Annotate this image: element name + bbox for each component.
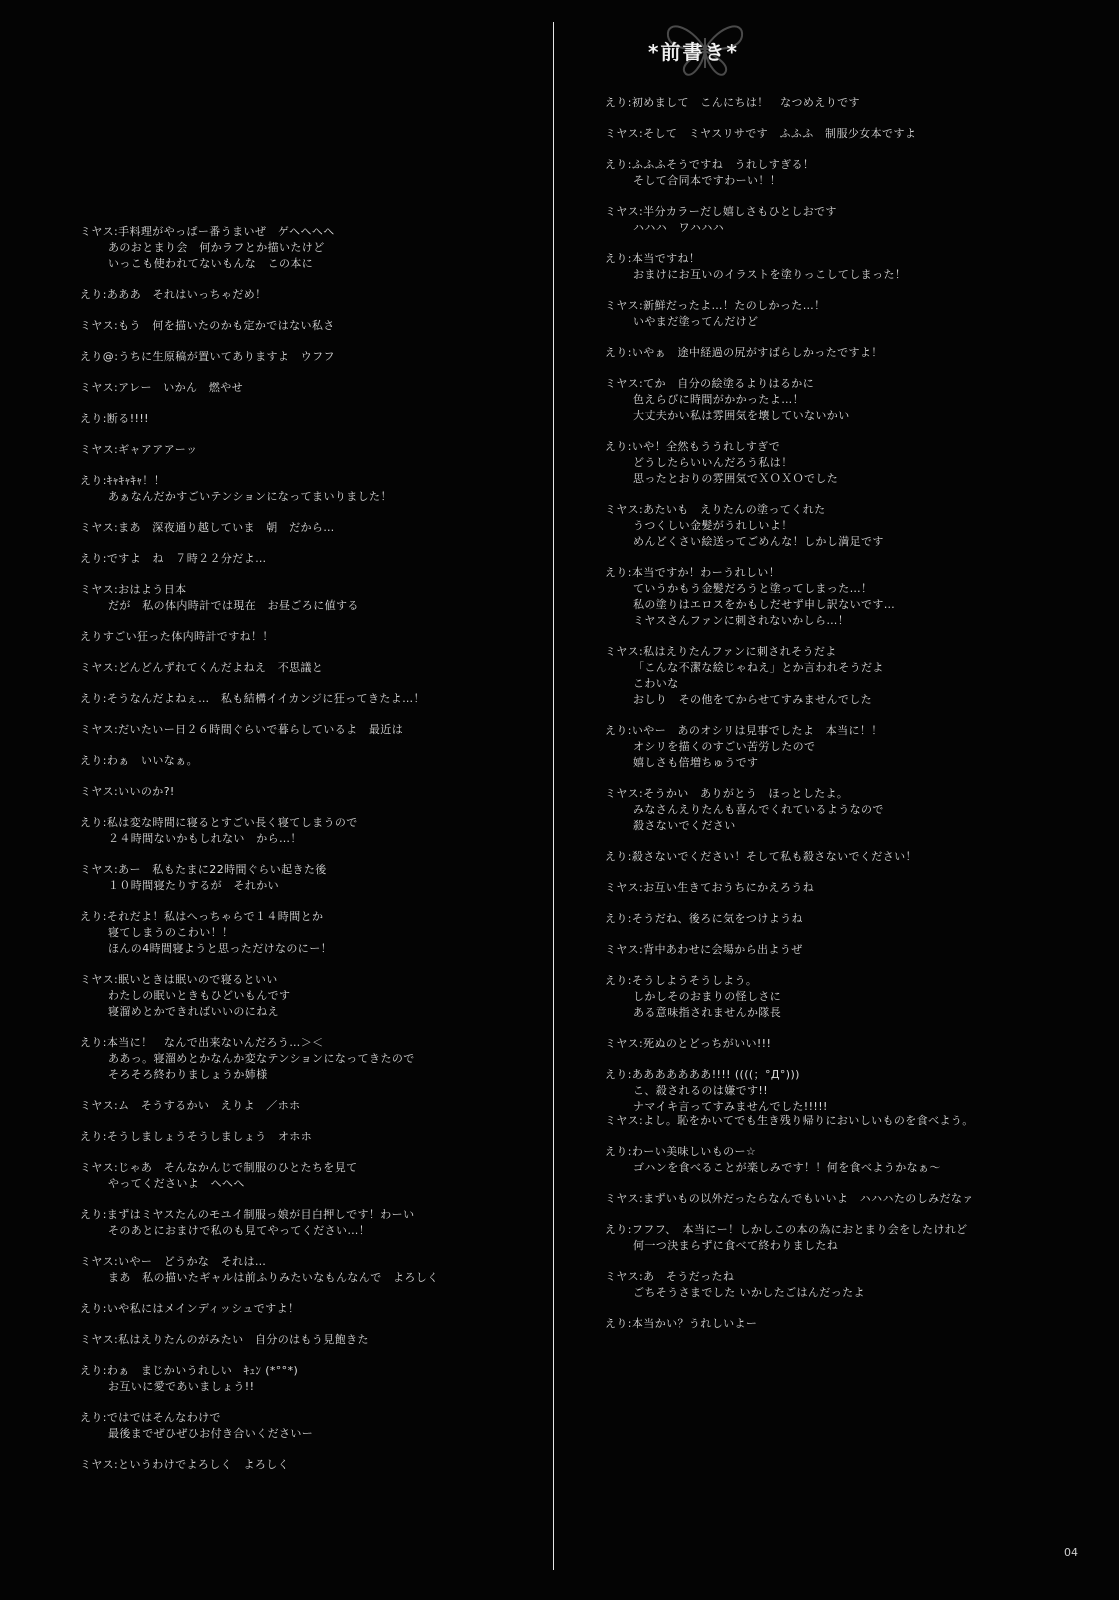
- dialogue-block: [80, 551, 267, 567]
- dialogue-block: [80, 287, 267, 303]
- dialogue-continuation: おまけにお互いのイラストを塗りっこしてしまった！: [633, 268, 907, 281]
- dialogue-block: [80, 349, 335, 365]
- dialogue-line: [605, 849, 917, 865]
- dialogue-continuation: みなさんえりたんも喜んでくれているようなので: [633, 803, 884, 816]
- dialogue-continuation: 色えらびに時間がかかったよ…！: [633, 393, 804, 406]
- dialogue-continuation: いっこも使われてないもんな この本に: [108, 257, 314, 270]
- dialogue-line: [605, 1222, 968, 1238]
- speaker-name: えり:: [80, 1130, 107, 1143]
- dialogue-block: [605, 157, 814, 189]
- dialogue-line: [80, 1129, 312, 1145]
- dialogue-text: ギャアアアーッ: [118, 443, 198, 456]
- dialogue-block: [605, 95, 860, 111]
- dialogue-text: よし。恥をかいてでも生き残り帰りにおいしいものを食べよう。: [643, 1114, 974, 1127]
- dialogue-text: 本当ですか！わーうれしい！: [631, 566, 781, 579]
- speaker-name: えり:: [80, 816, 107, 829]
- dialogue-block: [605, 1113, 974, 1129]
- dialogue-block: [80, 815, 358, 847]
- dialogue-line: [80, 784, 175, 800]
- dialogue-text: そして ミヤスリサです ふふふ 制服少女本ですよ: [643, 127, 917, 140]
- dialogue-line: [605, 880, 814, 896]
- dialogue-line: [605, 502, 884, 518]
- dialogue-block: [605, 911, 803, 927]
- speaker-name: ミヤス:: [80, 785, 119, 798]
- dialogue-line: [605, 911, 803, 927]
- dialogue-line: [605, 1191, 974, 1207]
- dialogue-line: [80, 380, 243, 396]
- dialogue-continuation: ナマイキ言ってすみませんでした!!!!!: [633, 1100, 828, 1113]
- speaker-name: ミヤス:: [80, 521, 119, 534]
- dialogue-block: [80, 1301, 299, 1317]
- dialogue-text: 半分カラーだし嬉しさもひとしおです: [643, 205, 837, 218]
- dialogue-text: あああ それはいっちゃだめ！: [106, 288, 267, 301]
- dialogue-text: ム そうするかい えりよ ／ホホ: [118, 1099, 301, 1112]
- speaker-name: ミヤス:: [605, 645, 644, 658]
- dialogue-line: [80, 1207, 414, 1223]
- speaker-name: ミヤス:: [80, 1099, 119, 1112]
- dialogue-block: [80, 722, 403, 738]
- dialogue-continuation: １０時間寝たりするが それかい: [108, 879, 279, 892]
- dialogue-text: 断る!!!!: [106, 412, 149, 425]
- dialogue-text: じゃあ そんなかんじで制服のひとたちを見て: [118, 1161, 358, 1174]
- dialogue-line: [80, 520, 335, 536]
- dialogue-text: そうだね、後ろに気をつけようね: [631, 912, 803, 925]
- dialogue-text: ふふふそうですね うれしすぎる！: [631, 158, 815, 171]
- dialogue-text: あー 私もたまに22時間ぐらい起きた後: [118, 863, 327, 876]
- dialogue-continuation: ある意味指されませんか隊長: [633, 1006, 782, 1019]
- speaker-name: ミヤス:: [80, 1161, 119, 1174]
- dialogue-block: [80, 862, 327, 894]
- speaker-name: えり:: [605, 440, 632, 453]
- dialogue-continuation: ２４時間ないかもしれない から…！: [108, 832, 302, 845]
- dialogue-text: 死ぬのとどっちがいい!!!: [643, 1037, 772, 1050]
- dialogue-block: [605, 1036, 771, 1052]
- dialogue-line: [80, 909, 332, 925]
- dialogue-text: それだよ！私はへっちゃらで１４時間とか: [106, 910, 324, 923]
- speaker-name: ミヤス:: [80, 1458, 119, 1471]
- dialogue-text: いいのか?!: [118, 785, 175, 798]
- dialogue-line: [605, 376, 850, 392]
- dialogue-continuation: こわいな: [633, 677, 679, 690]
- speaker-name: えり:: [80, 412, 107, 425]
- speaker-name: えり:: [605, 912, 632, 925]
- dialogue-line: [80, 582, 359, 598]
- dialogue-block: [80, 1410, 313, 1442]
- dialogue-continuation: ああっ。寝溜めとかなんか変なテンションになってきたので: [108, 1052, 415, 1065]
- dialogue-continuation: 殺さないでください: [633, 819, 736, 832]
- dialogue-block: [605, 1222, 968, 1254]
- dialogue-continuation: どうしたらいいんだろう私は！: [633, 456, 793, 469]
- dialogue-continuation: まあ 私の描いたギャルは前ふりみたいなもんなんで よろしく: [108, 1271, 439, 1284]
- dialogue-line: [80, 1098, 301, 1114]
- dialogue-text: ｷｬｷｬｷｬ！！: [106, 474, 166, 487]
- dialogue-block: [605, 1067, 828, 1115]
- dialogue-line: [605, 157, 814, 173]
- dialogue-block: [605, 1269, 865, 1301]
- dialogue-text: わぁ いいなぁ。: [106, 754, 198, 767]
- dialogue-line: [605, 644, 884, 660]
- speaker-name: えり:: [80, 1364, 107, 1377]
- dialogue-continuation: あのおとまり会 何かラフとか描いたけど: [108, 241, 325, 254]
- speaker-name: ミヤス:: [605, 205, 644, 218]
- dialogue-line: [80, 972, 290, 988]
- dialogue-block: [80, 1098, 301, 1114]
- speaker-name: ミヤス:: [605, 1037, 644, 1050]
- dialogue-text: アレー いかん 燃やせ: [118, 381, 244, 394]
- dialogue-continuation: しかしそのおまりの怪しさに: [633, 990, 782, 1003]
- dialogue-line: [605, 1067, 828, 1083]
- dialogue-line: [80, 753, 198, 769]
- dialogue-block: [605, 1191, 974, 1207]
- speaker-name: えり: [80, 630, 103, 643]
- dialogue-text: まあ 深夜通り越していま 朝 だから…: [118, 521, 335, 534]
- dialogue-block: [605, 849, 917, 865]
- speaker-name: ミヤス:: [605, 503, 644, 516]
- dialogue-line: [605, 439, 838, 455]
- speaker-name: えり:: [605, 158, 632, 171]
- dialogue-line: [605, 298, 826, 314]
- dialogue-continuation: ハハハ ワハハハ: [633, 221, 725, 234]
- speaker-name: ミヤス:: [605, 377, 644, 390]
- dialogue-line: [80, 1410, 313, 1426]
- dialogue-text: 初めまして こんにちは！ なつめえりです: [631, 96, 860, 109]
- dialogue-block: [605, 942, 803, 958]
- dialogue-continuation: だが 私の体内時計では現在 お昼ごろに値する: [108, 599, 359, 612]
- speaker-name: ミヤス:: [80, 1333, 119, 1346]
- dialogue-line: [605, 942, 803, 958]
- dialogue-text: だいたいー日２６時間ぐらいで暮らしているよ 最近は: [118, 723, 404, 736]
- speaker-name: えり:: [605, 1068, 632, 1081]
- dialogue-line: [80, 629, 274, 645]
- speaker-name: ミヤス:: [605, 127, 644, 140]
- dialogue-text: わーい美味しいものー☆: [631, 1145, 757, 1158]
- column-divider: [553, 22, 554, 1570]
- dialogue-text: おはよう日本: [118, 583, 187, 596]
- dialogue-block: [80, 660, 323, 676]
- dialogue-line: [80, 442, 198, 458]
- dialogue-continuation: 寝てしまうのこわい！！: [108, 926, 234, 939]
- speaker-name: ミヤス:: [80, 723, 119, 736]
- dialogue-continuation: そろそろ終わりましょうか姉様: [108, 1068, 268, 1081]
- dialogue-text: ですよ ね ７時２２分だよ…: [106, 552, 267, 565]
- dialogue-block: [80, 520, 335, 536]
- dialogue-line: [80, 287, 267, 303]
- dialogue-text: 背中あわせに会場から出ようぜ: [643, 943, 803, 956]
- dialogue-line: [80, 318, 335, 334]
- dialogue-line: [605, 723, 883, 739]
- dialogue-line: [80, 1160, 358, 1176]
- dialogue-text: あたいも えりたんの塗ってくれた: [643, 503, 826, 516]
- speaker-name: えり:: [80, 1036, 107, 1049]
- speaker-name: ミヤス:: [80, 443, 119, 456]
- dialogue-line: [605, 126, 916, 142]
- dialogue-text: そうなんだよねぇ… 私も結構イイカンジに狂ってきたよ…！: [106, 692, 425, 705]
- speaker-name: えり:: [605, 724, 632, 737]
- dialogue-block: [80, 380, 243, 396]
- dialogue-block: [605, 644, 884, 708]
- dialogue-text: フフフ、 本当にー！しかしこの本の為におとまり会をしたけれど: [631, 1223, 968, 1236]
- dialogue-text: あああああああ!!!! ((((；°Д°))): [631, 1068, 800, 1081]
- dialogue-block: [605, 502, 884, 550]
- speaker-name: ミヤス:: [605, 1114, 644, 1127]
- dialogue-text: 新鮮だったよ…！たのしかった…！: [643, 299, 826, 312]
- dialogue-block: [605, 565, 895, 629]
- dialogue-block: [605, 723, 883, 771]
- dialogue-block: [80, 1363, 298, 1395]
- speaker-name: ミヤス:: [80, 863, 119, 876]
- dialogue-block: [605, 204, 837, 236]
- dialogue-line: [80, 1457, 289, 1473]
- dialogue-line: [605, 1269, 865, 1285]
- dialogue-line: [605, 1316, 757, 1332]
- dialogue-line: [605, 565, 895, 581]
- dialogue-block: [605, 1144, 941, 1176]
- dialogue-text: うちに生原稿が置いてありますよ ウフフ: [118, 350, 335, 363]
- dialogue-text: お互い生きておうちにかえろうね: [643, 881, 815, 894]
- speaker-name: えり:: [80, 474, 107, 487]
- dialogue-block: [80, 784, 175, 800]
- dialogue-line: [80, 411, 149, 427]
- dialogue-block: [80, 224, 335, 272]
- dialogue-text: 殺さないでください！そして私も殺さないでください！: [631, 850, 917, 863]
- dialogue-continuation: おしり その他をてからせてすみませんでした: [633, 693, 873, 706]
- dialogue-continuation: あぁなんだかすごいテンションになってまいりました！: [108, 490, 392, 503]
- dialogue-block: [605, 973, 781, 1021]
- dialogue-line: [605, 345, 883, 361]
- dialogue-text: 本当かい？うれしいよー: [631, 1317, 758, 1330]
- dialogue-block: [605, 345, 883, 361]
- dialogue-text: ではではそんなわけで: [106, 1411, 221, 1424]
- dialogue-line: [80, 1363, 298, 1379]
- dialogue-block: [80, 1160, 358, 1192]
- dialogue-block: [80, 1207, 414, 1239]
- dialogue-line: [605, 786, 884, 802]
- dialogue-text: 本当ですね！: [631, 252, 701, 265]
- page-number: 04: [1064, 1546, 1078, 1559]
- speaker-name: えり:: [605, 1145, 632, 1158]
- speaker-name: えり:: [605, 1317, 632, 1330]
- dialogue-line: [605, 251, 906, 267]
- speaker-name: えり:: [605, 252, 632, 265]
- dialogue-line: [80, 1035, 415, 1051]
- dialogue-line: [80, 862, 327, 878]
- dialogue-text: いやぁ 途中経過の尻がすばらしかったですよ！: [631, 346, 883, 359]
- speaker-name: ミヤス:: [605, 881, 644, 894]
- speaker-name: えり:: [605, 566, 632, 579]
- dialogue-block: [605, 376, 850, 424]
- dialogue-continuation: 最後までぜひぜひお付き合いくださいー: [108, 1427, 314, 1440]
- dialogue-continuation: こ、殺されるのは嫌です!!: [633, 1084, 769, 1097]
- speaker-name: ミヤス:: [605, 1192, 644, 1205]
- dialogue-continuation: ごちそうさまでした いかしたごはんだったよ: [633, 1286, 865, 1299]
- speaker-name: えり:: [80, 1302, 107, 1315]
- dialogue-line: [80, 473, 392, 489]
- speaker-name: ミヤス:: [80, 225, 119, 238]
- dialogue-text: 私はえりたんのがみたい 自分のはもう見飽きた: [118, 1333, 369, 1346]
- dialogue-line: [80, 722, 403, 738]
- dialogue-text: まずはミヤスたんのモユイ制服っ娘が目白押しです！わーい: [106, 1208, 415, 1221]
- dialogue-continuation: お互いに愛であいましょう!!: [108, 1380, 255, 1393]
- speaker-name: ミヤス:: [605, 787, 644, 800]
- dialogue-continuation: ゴハンを食べることが楽しみです！！何を食べようかなぁ〜: [633, 1161, 941, 1174]
- dialogue-block: [80, 1254, 439, 1286]
- page-title: *前書き*: [648, 40, 739, 64]
- speaker-name: えり:: [605, 346, 632, 359]
- dialogue-text: そうかい ありがとう ほっとしたよ。: [643, 787, 849, 800]
- dialogue-line: [80, 691, 425, 707]
- dialogue-block: [80, 1457, 289, 1473]
- dialogue-continuation: わたしの眠いときもひどいもんです: [108, 989, 291, 1002]
- dialogue-line: [80, 349, 335, 365]
- dialogue-continuation: 嬉しさも倍増ちゅうです: [633, 756, 759, 769]
- dialogue-block: [80, 909, 332, 957]
- dialogue-text: あ そうだったね: [643, 1270, 735, 1283]
- dialogue-continuation: 私の塗りはエロスをかもしだせず申し訳ないです…: [633, 598, 896, 611]
- speaker-name: ミヤス:: [605, 943, 644, 956]
- dialogue-continuation: オシリを描くのすごい苦労したので: [633, 740, 816, 753]
- dialogue-line: [605, 973, 781, 989]
- speaker-name: えり:: [80, 692, 107, 705]
- dialogue-text: もう 何を描いたのかも定かではない私さ: [118, 319, 335, 332]
- dialogue-block: [80, 442, 198, 458]
- dialogue-continuation: 何一つ決まらずに食べて終わりましたね: [633, 1239, 839, 1252]
- speaker-name: えり:: [605, 1223, 632, 1236]
- dialogue-text: いやー どうかな それは…: [118, 1255, 267, 1268]
- dialogue-block: [605, 126, 916, 142]
- dialogue-block: [605, 1316, 757, 1332]
- speaker-name: ミヤス:: [80, 319, 119, 332]
- dialogue-text: というわけでよろしく よろしく: [118, 1458, 290, 1471]
- dialogue-block: [80, 473, 392, 505]
- speaker-name: ミヤス:: [605, 1270, 644, 1283]
- dialogue-text: てか 自分の絵塗るよりはるかに: [643, 377, 815, 390]
- speaker-name: ミヤス:: [605, 299, 644, 312]
- dialogue-continuation: ほんの4時間寝ようと思っただけなのにー！: [108, 942, 332, 955]
- dialogue-line: [80, 551, 267, 567]
- dialogue-block: [80, 1035, 415, 1083]
- dialogue-line: [605, 1036, 771, 1052]
- dialogue-text: 私は変な時間に寝るとすごい長く寝てしまうので: [106, 816, 358, 829]
- dialogue-continuation: そして合同本ですわーい！！: [633, 174, 782, 187]
- dialogue-line: [605, 1144, 941, 1160]
- dialogue-line: [80, 815, 358, 831]
- speaker-name: えり@:: [80, 350, 119, 363]
- dialogue-line: [80, 1332, 369, 1348]
- dialogue-line: [80, 660, 323, 676]
- dialogue-text: いや私にはメインディッシュですよ！: [106, 1302, 300, 1315]
- dialogue-block: [80, 318, 335, 334]
- dialogue-text: まずいもの以外だったらなんでもいいよ ハハハたのしみだなァ: [643, 1192, 974, 1205]
- dialogue-text: いやー あのオシリは見事でしたよ 本当に！！: [631, 724, 883, 737]
- speaker-name: ミヤス:: [80, 973, 119, 986]
- dialogue-continuation: 「こんな不潔な絵じゃねえ」とか言われそうだよ: [633, 661, 884, 674]
- speaker-name: えり:: [80, 1411, 107, 1424]
- dialogue-line: [605, 1113, 974, 1129]
- dialogue-text: そうしようそうしよう。: [631, 974, 758, 987]
- dialogue-block: [80, 1129, 312, 1145]
- dialogue-block: [605, 880, 814, 896]
- dialogue-block: [80, 582, 359, 614]
- dialogue-continuation: いやまだ塗ってんだけど: [633, 315, 759, 328]
- dialogue-line: [80, 1254, 439, 1270]
- dialogue-continuation: 大丈夫かい私は雰囲気を壊していないかい: [633, 409, 850, 422]
- dialogue-text: いや！全然もううれしすぎで: [631, 440, 781, 453]
- dialogue-line: [80, 224, 335, 240]
- dialogue-text: すごい狂った体内時計ですね！！: [102, 630, 274, 643]
- dialogue-block: [80, 691, 425, 707]
- dialogue-block: [605, 251, 906, 283]
- dialogue-text: どんどんずれてくんだよねえ 不思議と: [118, 661, 324, 674]
- dialogue-text: 手料理がやっぱー番うまいぜ ゲヘヘヘヘ: [118, 225, 335, 238]
- dialogue-block: [605, 439, 838, 487]
- dialogue-continuation: やってくださいよ ヘヘヘ: [108, 1177, 245, 1190]
- dialogue-text: 眠いときは眠いので寝るといい: [118, 973, 278, 986]
- dialogue-line: [80, 1301, 299, 1317]
- speaker-name: えり:: [80, 552, 107, 565]
- speaker-name: えり:: [80, 1208, 107, 1221]
- speaker-name: ミヤス:: [80, 1255, 119, 1268]
- dialogue-continuation: そのあとにおまけで私のも見てやってください…！: [108, 1224, 371, 1237]
- speaker-name: えり:: [80, 910, 107, 923]
- dialogue-block: [80, 411, 149, 427]
- speaker-name: ミヤス:: [80, 661, 119, 674]
- dialogue-continuation: 思ったとおりの雰囲気でＸＯＸＯでした: [633, 472, 839, 485]
- dialogue-continuation: ミヤスさんファンに刺されないかしら…！: [633, 614, 850, 627]
- dialogue-text: 本当に！ なんで出来ないんだろう…＞＜: [106, 1036, 324, 1049]
- speaker-name: ミヤス:: [80, 381, 119, 394]
- dialogue-text: わぁ まじかいうれしい ｷｭﾝ (*°°*): [106, 1364, 299, 1377]
- dialogue-block: [80, 753, 198, 769]
- speaker-name: えり:: [605, 850, 632, 863]
- dialogue-block: [605, 298, 826, 330]
- dialogue-line: [605, 204, 837, 220]
- speaker-name: えり:: [80, 288, 107, 301]
- dialogue-block: [80, 629, 274, 645]
- speaker-name: えり:: [80, 754, 107, 767]
- dialogue-block: [80, 1332, 369, 1348]
- speaker-name: えり:: [605, 96, 632, 109]
- dialogue-block: [80, 972, 290, 1020]
- dialogue-continuation: うつくしい金髪がうれしいよ！: [633, 519, 793, 532]
- dialogue-text: そうしましょうそうしましょう オホホ: [106, 1130, 313, 1143]
- dialogue-continuation: ていうかもう金髪だろうと塗ってしまった…！: [633, 582, 873, 595]
- speaker-name: えり:: [605, 974, 632, 987]
- dialogue-text: 私はえりたんファンに刺されそうだよ: [643, 645, 837, 658]
- dialogue-line: [605, 95, 860, 111]
- dialogue-continuation: 寝溜めとかできればいいのにねえ: [108, 1005, 279, 1018]
- dialogue-continuation: めんどくさい絵送ってごめんな！しかし満足です: [633, 535, 884, 548]
- dialogue-block: [605, 786, 884, 834]
- speaker-name: ミヤス:: [80, 583, 119, 596]
